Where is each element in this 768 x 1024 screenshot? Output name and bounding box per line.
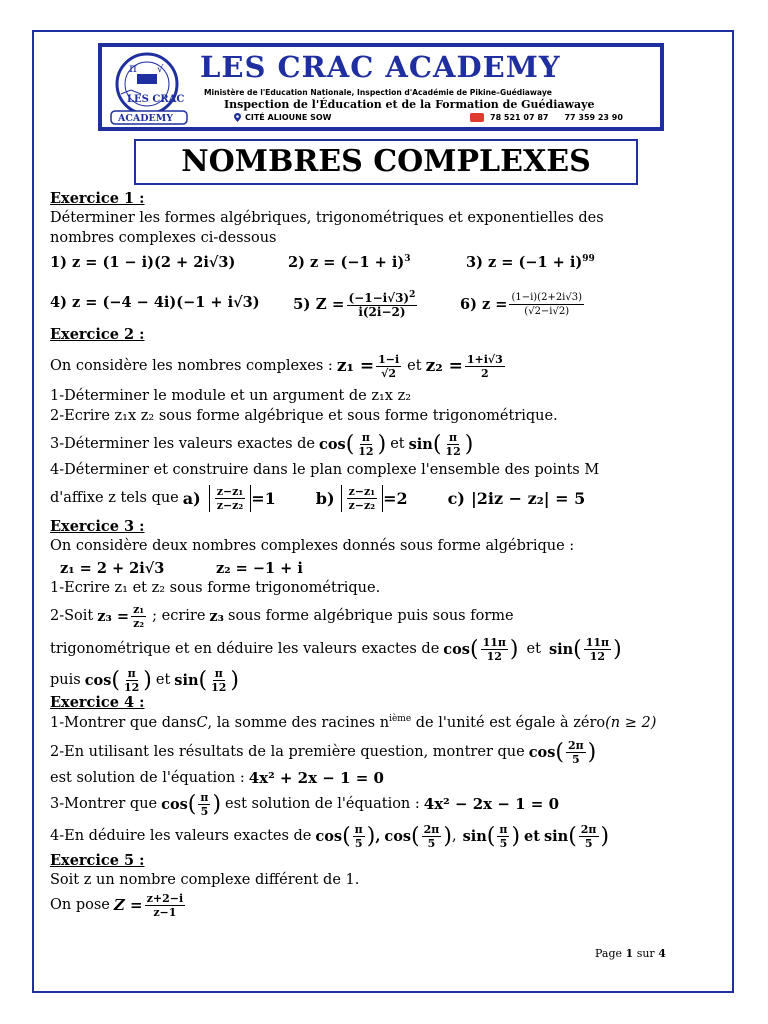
svg-text:LES CRAC: LES CRAC (127, 94, 185, 105)
ex4-q2-cont: est solution de l'équation : 4x² + 2x − 1 = 0 (50, 769, 384, 787)
ex1-heading: Exercice 1 : (50, 190, 145, 207)
ex3-q2-cont: trigonométrique et en déduire les valeurs exactes de cos ( $\frac{11\pi}{12}$ ) et sin ( $\frac{11\pi}{12}$ ) (50, 635, 622, 663)
location-pin-icon (234, 113, 241, 122)
ex3-q2-cont2: puis cos ( $\frac{\pi}{12}$ ) et sin ( $\frac{\pi}{12}$ ) (50, 666, 240, 694)
ex3-z2: z₂ = −1 + i (216, 560, 303, 577)
phone-1: 78 521 07 87 (490, 113, 549, 122)
ex1-item-1: 1) z = (1 − i)(2 + 2i√3) (50, 254, 236, 271)
ex1-intro-2: nombres complexes ci-dessous (50, 230, 277, 246)
page-number: Page 1 sur 4 (595, 947, 666, 960)
ex2-intro: On considère les nombres complexes : z₁ = $\frac{1-i}{√2}$ et z₂ = $\frac{1+i√3}{2}$ (50, 352, 503, 380)
phone-2: 77 359 23 90 (564, 113, 623, 122)
phone-line (470, 113, 623, 122)
ex4-q1: 1-Montrer que dansC, la somme des racines $n^{ième}$ de l'unité est égale à zéro(n ≥ 2) (50, 714, 657, 731)
svg-text:ACADEMY: ACADEMY (118, 113, 174, 124)
svg-text:√: √ (157, 64, 164, 75)
ex1-item-2: 2) $z = (-1 + i)^3$ (288, 254, 411, 271)
ex2-q1: 1-Déterminer le module et un argument de z₁x z₂ (50, 388, 412, 404)
ex1-item-6: 6) z = $\frac{(1-i)(2+2i√3)}{(√2-i√2)}$ (460, 291, 583, 317)
inspection-line: Inspection de l'Éducation et de la Formation de Guédiawaye (224, 98, 595, 111)
svg-text:π: π (129, 61, 137, 75)
ex1-item-5: 5) Z = $\frac{(-1-i√3)^2}{i(2i-2)}$ (293, 290, 416, 319)
ex4-heading: Exercice 4 : (50, 694, 145, 711)
phone-icon (470, 113, 484, 122)
document-title: NOMBRES COMPLEXES (134, 139, 638, 185)
ex4-q2: 2-En utilisant les résultats de la première question, montrer que cos ( $\frac{2\pi}{5}$ ) (50, 738, 597, 766)
ex3-q1: 1-Ecrire z₁ et z₂ sous forme trigonométrique. (50, 580, 381, 596)
address-text: CITÉ ALIOUNE SOW (245, 113, 332, 122)
ex3-heading: Exercice 3 : (50, 518, 145, 535)
ex2-q4-conditions: d'affixe z tels que a) $\frac{\text{z−z₁}}{\text{z−z₂}}$ =1 b) $\frac{\text{z−z₁}}{\text{z−z₂}}$ =2 c) |2iz − z₂| = 5 (50, 484, 586, 512)
ex5-line1: Soit z un nombre complexe différent de 1. (50, 872, 360, 888)
ex2-heading: Exercice 2 : (50, 326, 145, 343)
ex3-z1: z₁ = 2 + 2i√3 (60, 560, 165, 577)
ex3-q2: 2-Soit z₃ = $\frac{\text{z₁}}{\text{z₂}}$ ; ecrire z₃ sous forme algébrique puis sous forme (50, 602, 514, 630)
ex2-q4: 4-Déterminer et construire dans le plan complexe l'ensemble des points M (50, 462, 600, 478)
ex4-q4: 4-En déduire les valeurs exactes de cos ( $\frac{\pi}{5}$ ) , cos ( $\frac{2\pi}{5}$ ) , sin ( $\frac{\pi}{5}$ ) et sin ( $\frac{2\pi}{5}$ ) (50, 822, 610, 850)
ex1-item-3: 3) $z = (-1 + i)^{99}$ (466, 254, 595, 271)
ex1-item-4: 4) z = (−4 − 4i)(−1 + i√3) (50, 294, 260, 311)
ex2-q2: 2-Ecrire z₁x z₂ sous forme algébrique et sous forme trigonométrique. (50, 408, 558, 424)
ex5-heading: Exercice 5 : (50, 852, 145, 869)
ministry-line: Ministère de l'Education Nationale, Inspection d'Académie de Pikine–Guédiawaye (204, 88, 552, 97)
ex2-q3: 3-Déterminer les valeurs exactes de cos ( $\frac{\pi}{12}$ ) et sin ( $\frac{\pi}{12}$ ) (50, 430, 474, 458)
ex5-line2: On pose Z = $\frac{z+2-i}{z-1}$ (50, 891, 184, 919)
ex3-intro: On considère deux nombres complexes donnés sous forme algébrique : (50, 538, 575, 554)
academy-logo (107, 50, 191, 126)
ex4-q3: 3-Montrer que cos ( $\frac{\pi}{5}$ ) est solution de l'équation : 4x² − 2x − 1 = 0 (50, 790, 560, 818)
header-banner (98, 43, 664, 131)
ex1-intro-1: Déterminer les formes algébriques, trigonométriques et exponentielles des (50, 210, 604, 226)
academy-title: LES CRAC ACADEMY (200, 50, 561, 84)
address-line (234, 113, 331, 122)
